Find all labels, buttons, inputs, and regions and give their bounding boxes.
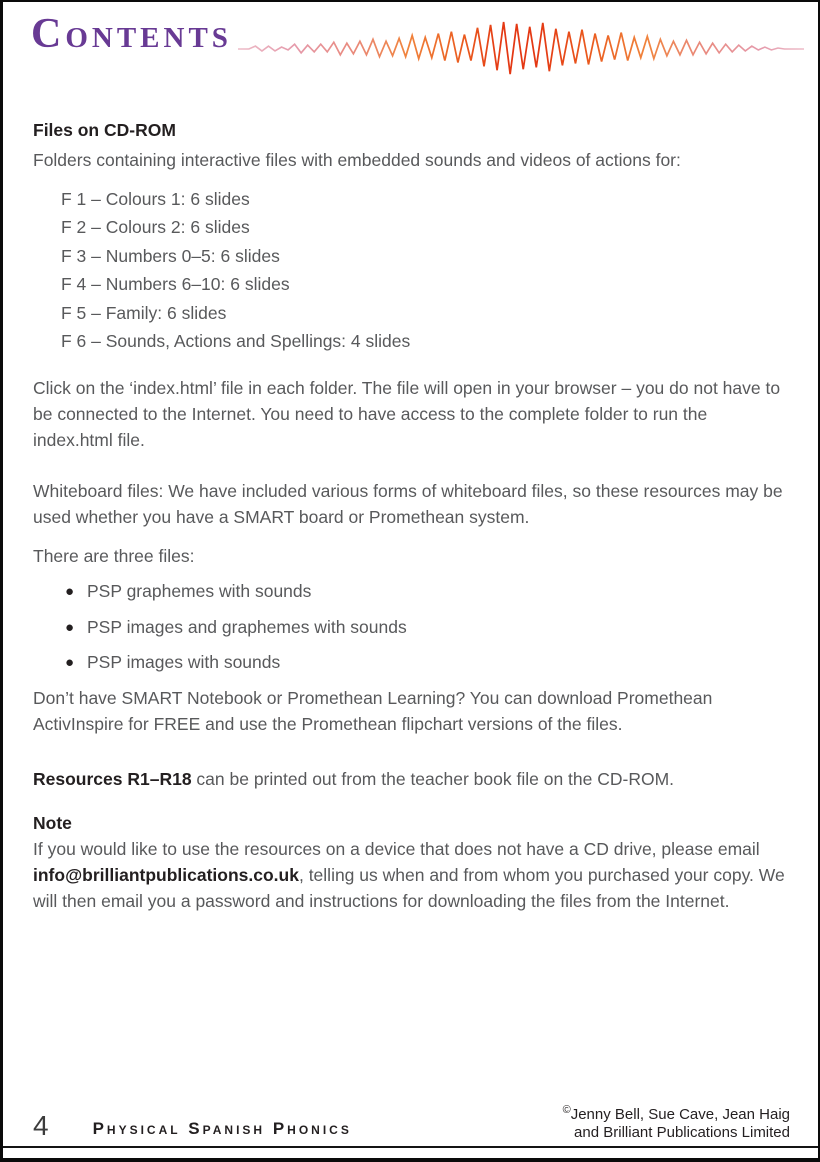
copyright-notice: [563, 1102, 790, 1141]
resources-range-text: Resources R1–R18: [33, 769, 192, 790]
resources-paragraph: [33, 766, 788, 792]
note-text-start: If you would like to use the resources on a device that does not have a CD drive, please email: [33, 839, 760, 860]
bullet-list-item: [65, 649, 788, 676]
folder-list-item: F 1 – Colours 1: 6 slides: [61, 189, 250, 209]
bullet-icon: ●: [65, 654, 75, 672]
page-number: 4: [33, 1110, 49, 1141]
bullet-icon: ●: [65, 583, 75, 601]
bullet-icon: ●: [65, 618, 75, 636]
email-text: info@brilliantpublications.co.uk: [33, 865, 299, 886]
whiteboard-files-paragraph: Whiteboard files: We have included various forms of whiteboard files, so these resources may be used whether you have a SMART board or Promethean system.: [33, 481, 783, 528]
psp-files-bullet-list: [65, 578, 788, 676]
folder-list-item: F 4 – Numbers 6–10: 6 slides: [61, 274, 290, 295]
copyright-line-1: [563, 1102, 790, 1124]
copyright-symbol: ©: [562, 1104, 571, 1116]
files-on-cdrom-heading: Files on CD-ROM: [33, 120, 176, 140]
page-footer: [3, 1102, 818, 1158]
activinspire-paragraph: Don’t have SMART Notebook or Promethean Learning? You can download Promethean ActivInspire for FREE and use the Promethean flipchart versions of the files.: [33, 688, 713, 735]
copyright-authors: Jenny Bell, Sue Cave, Jean Haig: [570, 1106, 790, 1123]
copyright-line-2: and Brilliant Publications Limited: [574, 1123, 790, 1141]
page-content: [3, 117, 818, 914]
bullet-item-label: PSP images and graphemes with sounds: [87, 616, 407, 637]
bullet-list-item: [65, 578, 788, 605]
page-header: [3, 2, 818, 74]
files-intro-paragraph: Folders containing interactive files with embedded sounds and videos of actions for:: [33, 150, 681, 170]
book-title: Physical Spanish Phonics: [92, 1119, 352, 1138]
note-paragraph: [33, 836, 788, 914]
bullet-list-item: [65, 614, 788, 641]
folder-list-item: F 6 – Sounds, Actions and Spellings: 4 slides: [61, 331, 411, 352]
folder-list: [61, 185, 788, 355]
note-text-end: , telling us when and from whom you purchased your copy. We will then email you a password and instructions for downloading the files from the Internet.: [33, 865, 785, 912]
index-html-paragraph: Click on the ‘index.html’ file in each folder. The file will open in your browser – you do not have to be connected to the Internet. You need to have access to the complete folder to run the index.html file.: [33, 378, 781, 451]
note-heading: Note: [33, 813, 72, 834]
folder-list-item: F 2 – Colours 2: 6 slides: [61, 217, 250, 238]
page-title: Contents: [31, 11, 232, 57]
footer-rule: [3, 1146, 818, 1148]
bullet-item-label: PSP images with sounds: [87, 652, 281, 673]
folder-list-item: F 3 – Numbers 0–5: 6 slides: [61, 245, 280, 266]
footer-row: [3, 1102, 818, 1146]
three-files-label: There are three files:: [33, 546, 195, 567]
bullet-item-label: PSP graphemes with sounds: [87, 581, 312, 602]
folder-list-item: F 5 – Family: 6 slides: [61, 302, 227, 323]
resources-rest-text: can be printed out from the teacher book file on the CD-ROM.: [191, 769, 675, 790]
audio-waveform-graphic: [238, 20, 804, 78]
